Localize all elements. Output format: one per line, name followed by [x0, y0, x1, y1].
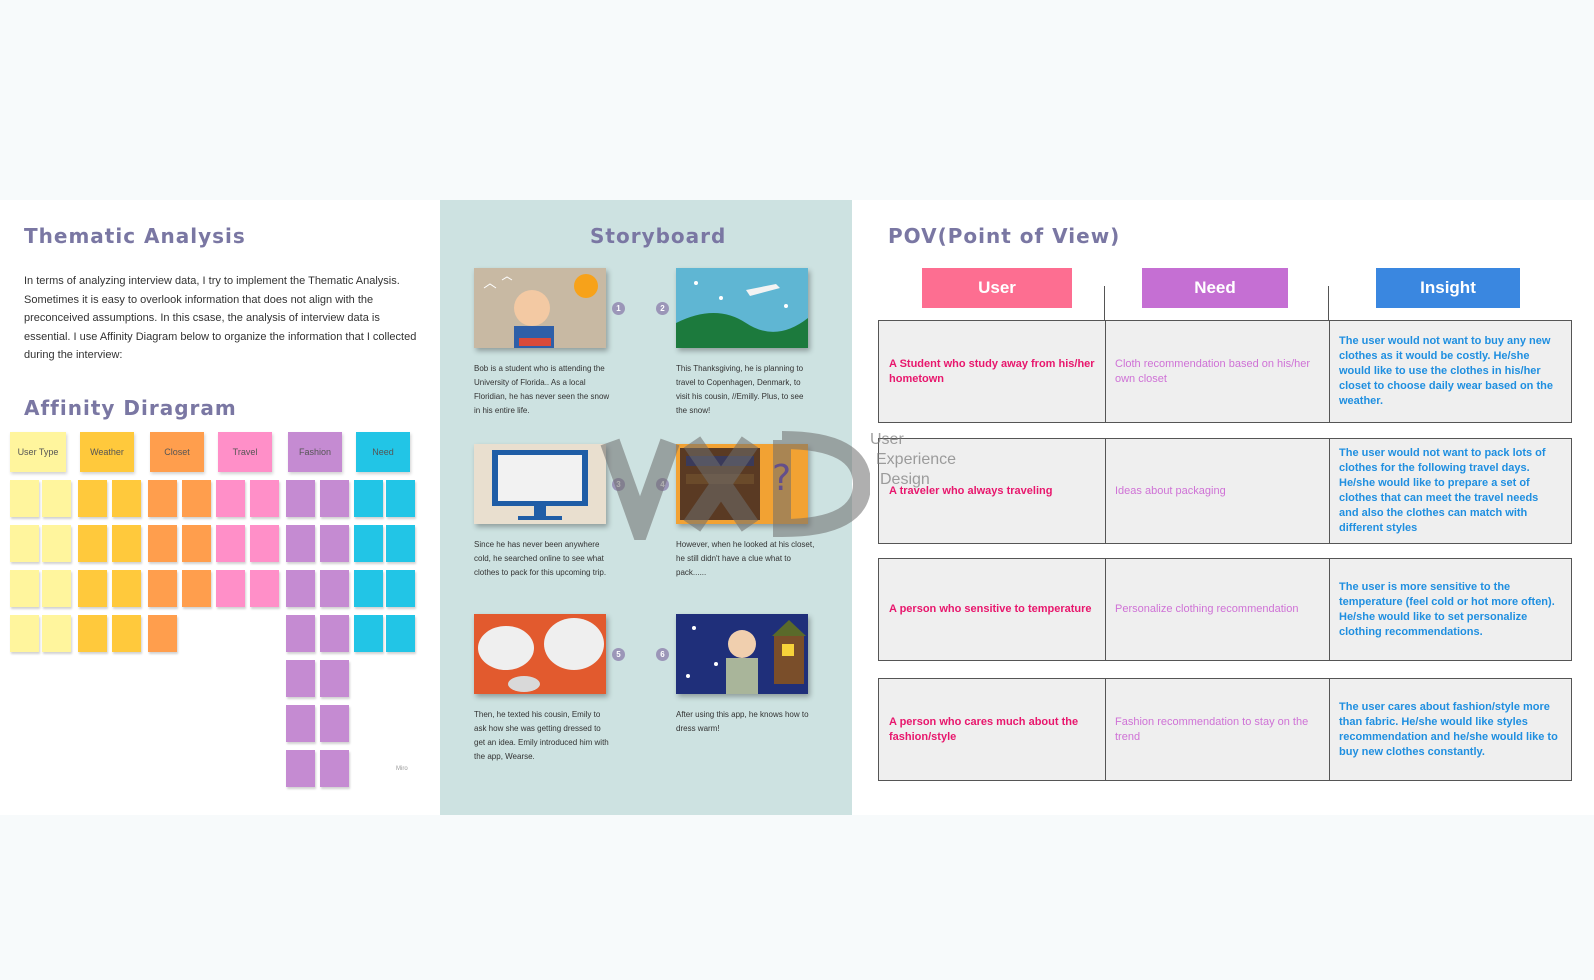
affinity-category-fashion: Fashion — [288, 432, 342, 472]
sticky-note — [112, 615, 141, 652]
thematic-analysis-text: In terms of analyzing interview data, I try to implement the Thematic Analysis. Sometimes it is easy to overlook information that does not align with the preconceived assumptions. In this csase, the analysis of interview data is essential. I use Affinity Diagram below to organize the information that I collected during the interview: — [24, 275, 417, 361]
step-number-1: 1 — [612, 302, 625, 315]
sticky-note — [78, 525, 107, 562]
warm-dressed-person-icon — [676, 614, 808, 694]
sticky-note — [286, 705, 315, 742]
sticky-note — [386, 525, 415, 562]
sticky-note — [386, 480, 415, 517]
sticky-note — [286, 480, 315, 517]
step-number-3: 3 — [612, 478, 625, 491]
sticky-note — [148, 480, 177, 517]
sticky-note — [112, 525, 141, 562]
pov-header-insight: Insight — [1376, 268, 1520, 308]
sticky-note — [320, 660, 349, 697]
affinity-category-travel: Travel — [218, 432, 272, 472]
storyboard-caption-2: This Thanksgiving, he is planning to travel to Copenhagen, Denmark, to visit his cousin, //Emilly. Plus, to see the snow! — [676, 364, 804, 415]
affinity-diagram-title: Affinity Diragram — [24, 396, 237, 420]
sticky-note — [354, 480, 383, 517]
pov-row-1 — [878, 320, 1572, 423]
affinity-category-user-type: User Type — [10, 432, 66, 472]
pov-need-cell: Fashion recommendation to stay on the trend — [1115, 715, 1309, 743]
computer-screen-icon — [474, 444, 606, 524]
sticky-note — [320, 570, 349, 607]
storyboard-caption-5: Then, he texted his cousin, Emily to ask how she was getting dressed to get an idea. Emily introduced him with the app, Wearse. — [474, 710, 609, 761]
sticky-note — [286, 660, 315, 697]
sticky-note — [250, 480, 279, 517]
pov-need-cell: Personalize clothing recommendation — [1115, 603, 1299, 615]
storyboard-caption-1: Bob is a student who is attending the University of Florida.. As a local Floridian, he has never seen the snow in his entire life. — [474, 364, 610, 415]
sticky-note — [182, 525, 211, 562]
affinity-category-weather: Weather — [80, 432, 134, 472]
portfolio-board — [0, 200, 1594, 815]
closet-question-icon — [676, 444, 808, 524]
pov-row-3 — [878, 558, 1572, 661]
pov-need-cell: Ideas about packaging — [1115, 484, 1226, 497]
sticky-note — [216, 525, 245, 562]
affinity-credit: Miro — [396, 766, 408, 772]
sticky-note — [42, 525, 71, 562]
storyboard-frame-6 — [676, 614, 808, 694]
student-illustration-icon — [474, 268, 606, 348]
sticky-note — [386, 615, 415, 652]
sticky-note — [354, 615, 383, 652]
storyboard-frame-3 — [474, 444, 606, 524]
pov-insight-cell: The user would not want to pack lots of clothes for the following travel days. He/she would like to prepare a set of clothes that can meet the travel needs and also the clothes can match with different styles — [1339, 447, 1546, 534]
sticky-note — [42, 480, 71, 517]
sticky-note — [78, 570, 107, 607]
pov-user-cell: A Student who study away from his/her hometown — [889, 357, 1095, 385]
pov-insight-cell: The user is more sensitive to the temperature (feel cold or hot more often). He/she would like to set personalize clothing recommendations. — [1339, 580, 1555, 638]
sticky-note — [42, 570, 71, 607]
pov-user-cell: A person who sensitive to temperature — [889, 603, 1092, 615]
sticky-note — [320, 705, 349, 742]
sticky-note — [182, 480, 211, 517]
text-messages-icon — [474, 614, 606, 694]
watermark-line-3: Design — [880, 471, 930, 488]
sticky-note — [10, 570, 39, 607]
sticky-note — [286, 525, 315, 562]
sticky-note — [112, 570, 141, 607]
storyboard-panel — [440, 200, 852, 815]
sticky-note — [320, 615, 349, 652]
column-divider — [1104, 286, 1105, 320]
pov-row-2 — [878, 438, 1572, 544]
sticky-note — [250, 525, 279, 562]
sticky-note — [10, 525, 39, 562]
sticky-note — [216, 570, 245, 607]
step-number-2: 2 — [656, 302, 669, 315]
sticky-note — [354, 570, 383, 607]
pov-need-cell: Cloth recommendation based on his/her own closet — [1115, 357, 1311, 385]
storyboard-frame-4 — [676, 444, 808, 524]
affinity-category-closet: Closet — [150, 432, 204, 472]
affinity-diagram — [0, 200, 440, 815]
step-number-4: 4 — [656, 478, 669, 491]
storyboard-caption-6: After using this app, he knows how to dress warm! — [676, 710, 809, 733]
sticky-note — [148, 615, 177, 652]
storyboard-frame-2 — [676, 268, 808, 348]
pov-insight-cell: The user cares about fashion/style more than fabric. He/she would like styles recommendation and he/she would like to buy new clothes constantly. — [1339, 700, 1558, 758]
sticky-note — [320, 750, 349, 787]
pov-row-4 — [878, 678, 1572, 781]
storyboard-frame-1 — [474, 268, 606, 348]
thematic-analysis-title: Thematic Analysis — [24, 224, 246, 248]
sticky-note — [42, 615, 71, 652]
pov-user-cell: A traveler who always traveling — [889, 484, 1053, 497]
sticky-note — [250, 570, 279, 607]
pov-insight-cell: The user would not want to buy any new clothes as it would be costly. He/she would like to use the clothes in his/her closet to choose daily wear based on the weather. — [1339, 335, 1553, 407]
sticky-note — [78, 480, 107, 517]
sticky-note — [112, 480, 141, 517]
pov-header-user: User — [922, 268, 1072, 308]
svg-text:?: ? — [772, 458, 792, 499]
pov-header-need: Need — [1142, 268, 1288, 308]
sticky-note — [286, 750, 315, 787]
sticky-note — [286, 615, 315, 652]
sticky-note — [386, 570, 415, 607]
sticky-note — [286, 570, 315, 607]
affinity-category-need: Need — [356, 432, 410, 472]
sticky-note — [320, 525, 349, 562]
sticky-note — [10, 480, 39, 517]
airplane-illustration-icon — [676, 268, 808, 348]
column-divider — [1328, 286, 1329, 320]
thematic-analysis-panel — [0, 200, 440, 815]
pov-title: POV(Point of View) — [888, 224, 1121, 248]
step-number-6: 6 — [656, 648, 669, 661]
sticky-note — [216, 480, 245, 517]
sticky-note — [148, 525, 177, 562]
storyboard-caption-4: However, when he looked at his closet, he still didn't have a clue what to pack...... — [676, 540, 815, 577]
storyboard-title: Storyboard — [590, 224, 727, 248]
sticky-note — [320, 480, 349, 517]
sticky-note — [182, 570, 211, 607]
storyboard-frame-5 — [474, 614, 606, 694]
sticky-note — [354, 525, 383, 562]
watermark-line-1: User — [870, 431, 904, 448]
step-number-5: 5 — [612, 648, 625, 661]
watermark-line-2: Experience — [876, 451, 957, 468]
sticky-note — [10, 615, 39, 652]
sticky-note — [148, 570, 177, 607]
storyboard-caption-3: Since he has never been anywhere cold, he searched online to see what clothes to pack for this upcoming trip. — [474, 540, 607, 577]
pov-user-cell: A person who cares much about the fashion/style — [889, 715, 1079, 743]
sticky-note — [78, 615, 107, 652]
